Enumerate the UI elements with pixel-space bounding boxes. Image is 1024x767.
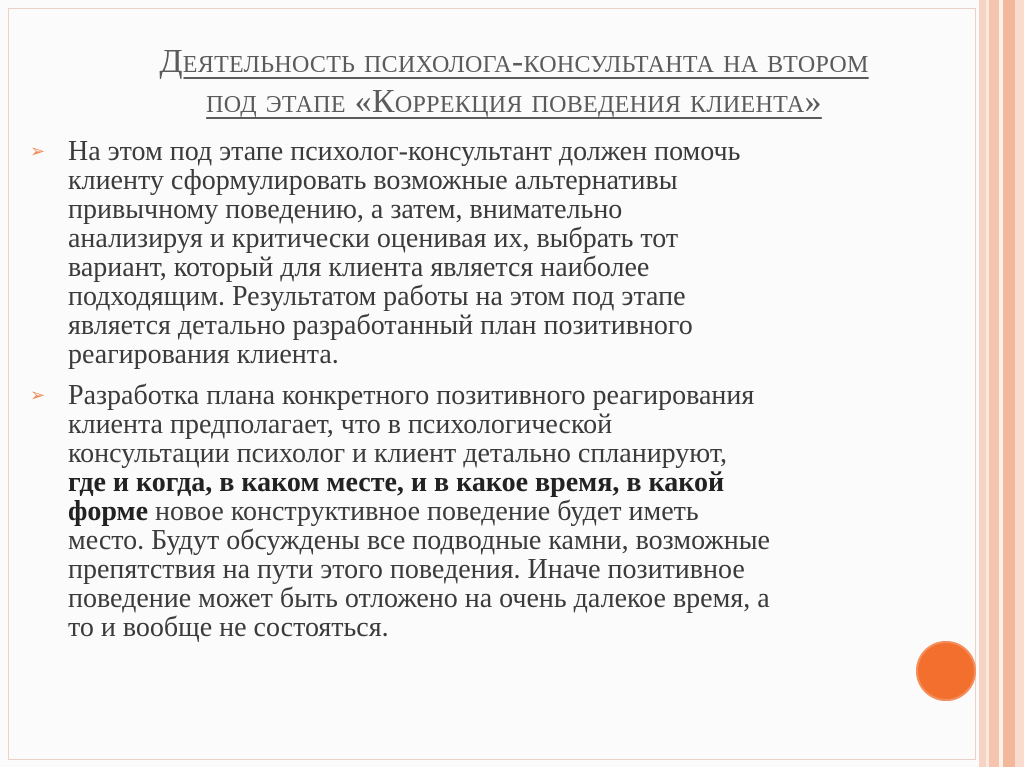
- bold-emphasis-text: где и когда, в каком месте, и в какое время, в какой: [68, 467, 725, 498]
- bullet-text-line: препятствия на пути этого поведения. Иначе позитивное: [68, 554, 745, 585]
- bullet-text-line: то и вообще не состояться.: [68, 612, 389, 643]
- bullet-text-line: консультации психолог и клиент детально спланируют,: [68, 438, 727, 469]
- slide-title-line: Деятельность психолога-консультанта на втором: [159, 43, 869, 80]
- bullet-text-line: место. Будут обсуждены все подводные камни, возможные: [68, 525, 770, 556]
- bullet-text-line: На этом под этапе психолог-консультант должен помочь: [68, 136, 741, 167]
- bold-emphasis-text: форме: [68, 496, 149, 527]
- bullet-text-fragment: новое конструктивное поведение будет иметь: [148, 496, 699, 527]
- bullet-text-line: [68, 497, 965, 526]
- orange-circle-decoration: [916, 641, 976, 701]
- slide-title-line: под этапе «Коррекция поведения клиента»: [206, 83, 822, 120]
- bullet-text-line: анализируя и критически оценивая их, выбрать тот: [68, 223, 679, 254]
- bullet-item: [30, 381, 965, 642]
- bullet-text-line: Разработка плана конкретного позитивного реагирования: [68, 380, 755, 411]
- arrow-bullet-icon: ➢: [30, 141, 46, 161]
- bullet-text-line: подходящим. Результатом работы на этом под этапе: [68, 281, 686, 312]
- bullet-text-line: [68, 468, 965, 497]
- arrow-bullet-icon: ➢: [30, 385, 46, 405]
- slide-content: [30, 137, 965, 654]
- bullet-item: [30, 137, 965, 369]
- bullet-text-line: поведение может быть отложено на очень далекое время, а: [68, 583, 770, 614]
- slide-title: [30, 42, 998, 122]
- bullet-text-line: привычному поведению, а затем, внимательно: [68, 194, 623, 225]
- bullet-text-line: является детально разработанный план позитивного: [68, 310, 693, 341]
- right-decorative-stripe: [1015, 0, 1024, 767]
- bullet-text-line: клиента предполагает, что в психологической: [68, 409, 613, 440]
- bullet-text-line: вариант, который для клиента является наиболее: [68, 252, 650, 283]
- bullet-text-line: реагирования клиента.: [68, 339, 339, 370]
- bullet-text-line: клиенту сформулировать возможные альтернативы: [68, 165, 678, 196]
- right-decorative-stripe: [1003, 0, 1015, 767]
